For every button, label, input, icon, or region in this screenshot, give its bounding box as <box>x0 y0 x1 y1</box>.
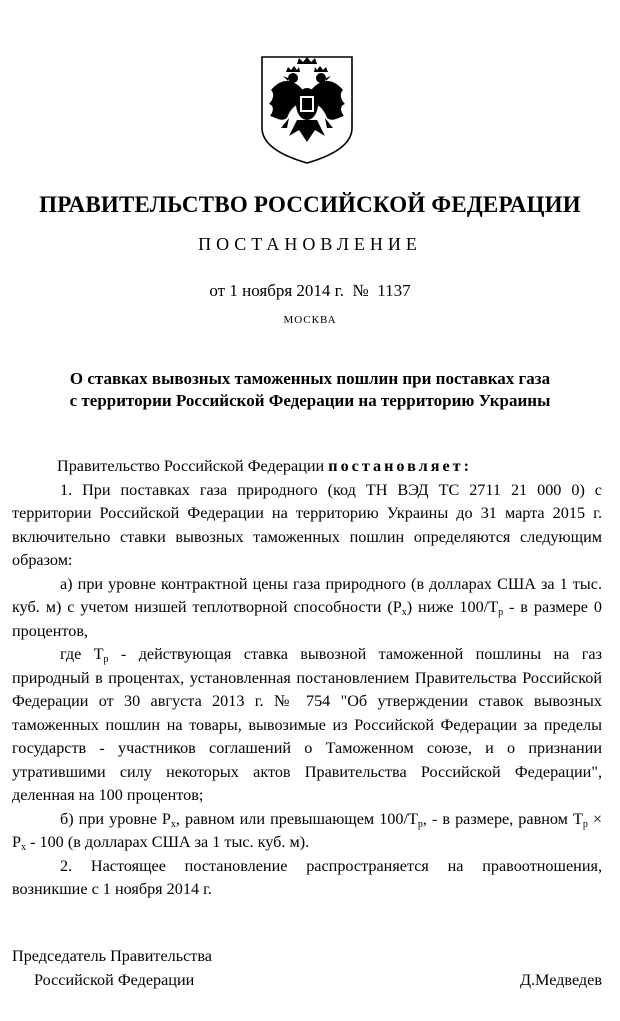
government-title: ПРАВИТЕЛЬСТВО РОССИЙСКОЙ ФЕДЕРАЦИИ <box>39 192 581 217</box>
subject-line-1: О ставках вывозных таможенных пошлин при поставках газа <box>69 369 551 388</box>
signatory-title-line-1: Председатель Правительства <box>12 947 212 965</box>
document-city: МОСКВА <box>283 314 337 326</box>
document-subject <box>0 368 620 412</box>
document-type: ПОСТАНОВЛЕНИЕ <box>198 234 422 254</box>
paragraph-1: 1. При поставках газа природного (код ТН ВЭД ТС 2711 21 000 0) с территории Российской Федерации на территорию Украины до 31 марта 2015 г. включительно ставки вывозных таможенных пошлин определяются следующим образом: <box>12 480 602 569</box>
signatory-name: Д.Медведев <box>519 971 602 989</box>
decree-word: постановляет: <box>328 457 473 475</box>
intro-paragraph: Правительство Российской Федерации постановляет: <box>57 457 473 475</box>
document-body <box>12 455 602 902</box>
subject-line-2: с территории Российской Федерации на территорию Украины <box>69 391 551 410</box>
paragraph-2: 2. Настоящее постановление распространяется на правоотношения, возникшие с 1 ноября 2014 г. <box>12 856 602 898</box>
paragraph-a: а) при уровне контрактной цены газа природного (в долларах США за 1 тыс. куб. м) с учетом низшей теплотворной способности $(P_x)$ ниже $100/T_р$ - в размере 0 процентов, <box>12 574 602 640</box>
paragraph-b: б) при уровне $P_x$, равном или превышающем $100/T_р$, - в размере, равном $T_р \times P_x - 100$ (в долларах США за 1 тыс. куб. м). <box>12 809 603 853</box>
document-date-number: от 1 ноября 2014 г. № 1137 <box>209 281 411 300</box>
signatory-title-line-2: Российской Федерации <box>34 971 195 989</box>
signatory-title <box>12 944 212 992</box>
russian-coat-of-arms-icon <box>259 54 355 166</box>
paragraph-definition: где $T_р$ - действующая ставка вывозной таможенной пошлины на газ природный в процентах, установленная постановлением Правительства Российской Федерации от 30 августа 2013 г. № 754 "Об утверждении ставок вывозных таможенных пошлин на товары, вывозимые из Российской Федерации за пределы государств - участников соглашений о Таможенном союзе, и о признании утратившими силу некоторых актов Правительства Российской Федерации", деленная на 100 процентов; <box>12 645 602 804</box>
